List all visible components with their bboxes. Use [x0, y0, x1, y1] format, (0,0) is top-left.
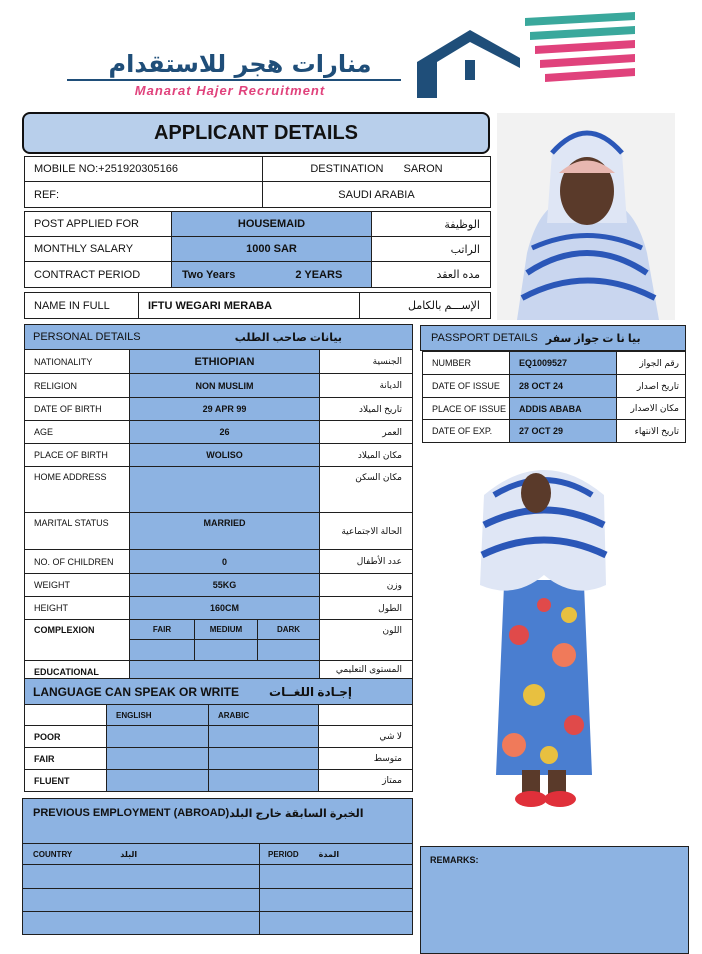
religion-value: NON MUSLIM: [129, 373, 320, 398]
educational-value: [129, 660, 320, 679]
lang-fluent-label: FLUENT: [24, 769, 107, 792]
complexion-medium: MEDIUM: [194, 619, 258, 640]
age-ar: العمر: [319, 420, 413, 444]
employment-row-2-country[interactable]: [22, 888, 260, 912]
company-logo: [0, 0, 702, 108]
employment-row-1-period[interactable]: [259, 864, 413, 889]
educational-label: EDUCATIONAL: [24, 660, 130, 679]
employment-country-header: [22, 843, 260, 865]
lang-fluent-english[interactable]: [106, 769, 209, 792]
salary-label: MONTHLY SALARY: [24, 236, 172, 262]
passport-number-ar: رقم الجواز: [616, 351, 686, 375]
employment-period-header: [259, 843, 413, 865]
language-heading-label: LANGUAGE CAN SPEAK OR WRITE: [33, 684, 240, 699]
passport-heading: [420, 325, 686, 351]
employment-row-1-country[interactable]: [22, 864, 260, 889]
personal-heading-label: PERSONAL DETAILS: [33, 331, 141, 343]
employment-heading-ar: الخبرة السابقة خارج البلد: [229, 808, 364, 820]
country-field: SAUDI ARABIA: [262, 181, 491, 208]
educational-ar: المستوى التعليمي: [319, 660, 413, 679]
children-ar: عدد الأطفال: [319, 549, 413, 574]
language-col-ar-blank: [318, 704, 413, 726]
lang-fair-english[interactable]: [106, 747, 209, 770]
passport-issue-date-value: 28 OCT 24: [509, 374, 617, 398]
destination-value: SARON: [403, 163, 443, 175]
mobile-field: MOBILE NO:+251920305166: [24, 156, 263, 182]
age-value: 26: [129, 420, 320, 444]
passport-expiry-label: DATE OF EXP.: [422, 419, 510, 443]
logo-underline: [67, 79, 401, 81]
employment-country-ar: البلد: [120, 849, 138, 859]
period-value-years: 2 YEARS: [295, 268, 343, 281]
lang-poor-ar: لا شي: [318, 725, 413, 748]
employment-period-ar: المدة: [318, 849, 340, 859]
lang-poor-arabic[interactable]: [208, 725, 319, 748]
logo-house-icon: [415, 10, 640, 102]
period-value: [171, 261, 372, 288]
complexion-ar: اللون: [319, 619, 413, 661]
employment-heading-label: PREVIOUS EMPLOYMENT (ABROAD): [33, 807, 230, 819]
religion-label: RELIGION: [24, 373, 130, 398]
personal-heading-ar: بيانات صاحب الطلب: [234, 331, 342, 344]
post-label: POST APPLIED FOR: [24, 211, 172, 237]
name-value: IFTU WEGARI MERABA: [138, 292, 360, 319]
passport-issue-place-value: ADDIS ABABA: [509, 397, 617, 420]
pob-value: WOLISO: [129, 443, 320, 467]
passport-issue-date-label: DATE OF ISSUE: [422, 374, 510, 398]
weight-value: 55KG: [129, 573, 320, 597]
passport-heading-ar: بيا نا ت جواز سفر: [545, 332, 641, 345]
complexion-dark-box[interactable]: [257, 639, 320, 661]
height-ar: الطول: [319, 596, 413, 620]
dob-label: DATE OF BIRTH: [24, 397, 130, 421]
weight-ar: وزن: [319, 573, 413, 597]
name-label: NAME IN FULL: [24, 292, 139, 319]
weight-label: WEIGHT: [24, 573, 130, 597]
employment-row-3-period[interactable]: [259, 911, 413, 935]
complexion-label: COMPLEXION: [24, 619, 130, 661]
lang-fair-ar: متوسط: [318, 747, 413, 770]
complexion-fair: FAIR: [129, 619, 195, 640]
name-ar: الإســـم بالكامل: [359, 292, 491, 319]
lang-fair-arabic[interactable]: [208, 747, 319, 770]
lang-fluent-arabic[interactable]: [208, 769, 319, 792]
remarks-box[interactable]: [420, 846, 689, 954]
period-ar: مده العقد: [371, 261, 491, 288]
religion-ar: الديانة: [319, 373, 413, 398]
applicant-full-body-photo: [474, 455, 612, 810]
complexion-dark: DARK: [257, 619, 320, 640]
lang-fair-label: FAIR: [24, 747, 107, 770]
language-col-blank: [24, 704, 107, 726]
passport-heading-label: PASSPORT DETAILS: [431, 332, 538, 344]
period-label: CONTRACT PERIOD: [24, 261, 172, 288]
complexion-fair-box[interactable]: [129, 639, 195, 661]
lang-fluent-ar: ممتاز: [318, 769, 413, 792]
language-heading-ar: إجـادة اللغــات: [269, 684, 353, 699]
address-value: [129, 466, 320, 513]
salary-value: 1000 SAR: [171, 236, 372, 262]
destination-label: DESTINATION: [310, 163, 384, 175]
language-col-english: ENGLISH: [106, 704, 209, 726]
employment-country-label: COUNTRY: [33, 849, 73, 859]
employment-period-label: PERIOD: [268, 849, 299, 859]
lang-poor-english[interactable]: [106, 725, 209, 748]
age-label: AGE: [24, 420, 130, 444]
lang-poor-label: POOR: [24, 725, 107, 748]
page-title: APPLICANT DETAILS: [22, 112, 490, 154]
salary-ar: الراتب: [371, 236, 491, 262]
passport-issue-date-ar: تاريخ اصدار: [616, 374, 686, 398]
marital-value: MARRIED: [129, 512, 320, 550]
nationality-label: NATIONALITY: [24, 349, 130, 374]
height-value: 160CM: [129, 596, 320, 620]
passport-issue-place-label: PLACE OF ISSUE: [422, 397, 510, 420]
height-label: HEIGHT: [24, 596, 130, 620]
logo-arabic-text: منارات هجر للاستقدام: [108, 50, 372, 78]
personal-heading: [24, 324, 413, 350]
post-value: HOUSEMAID: [171, 211, 372, 237]
applicant-portrait-photo: [497, 113, 675, 320]
passport-expiry-value: 27 OCT 29: [509, 419, 617, 443]
employment-row-3-country[interactable]: [22, 911, 260, 935]
passport-number-label: NUMBER: [422, 351, 510, 375]
complexion-medium-box[interactable]: [194, 639, 258, 661]
nationality-value: ETHIOPIAN: [129, 349, 320, 374]
destination-field: [262, 156, 491, 182]
passport-issue-place-ar: مكان الاصدار: [616, 397, 686, 420]
children-value: 0: [129, 549, 320, 574]
remarks-label: REMARKS:: [430, 855, 479, 865]
children-label: NO. OF CHILDREN: [24, 549, 130, 574]
passport-number-value: EQ1009527: [509, 351, 617, 375]
pob-label: PLACE OF BIRTH: [24, 443, 130, 467]
employment-heading: [22, 798, 413, 844]
logo-english-text: Manarat Hajer Recruitment: [134, 83, 326, 98]
address-ar: مكان السكن: [319, 466, 413, 513]
pob-ar: مكان الميلاد: [319, 443, 413, 467]
language-heading: [24, 678, 413, 705]
dob-ar: تاريخ الميلاد: [319, 397, 413, 421]
language-col-arabic: ARABIC: [208, 704, 319, 726]
address-label: HOME ADDRESS: [24, 466, 130, 513]
marital-label: MARITAL STATUS: [24, 512, 130, 550]
passport-expiry-ar: تاريخ الانتهاء: [616, 419, 686, 443]
period-value-text: Two Years: [182, 268, 236, 281]
post-ar: الوظيفة: [371, 211, 491, 237]
dob-value: 29 APR 99: [129, 397, 320, 421]
marital-ar: الحالة الاجتماعية: [319, 512, 413, 550]
employment-row-2-period[interactable]: [259, 888, 413, 912]
nationality-ar: الجنسية: [319, 349, 413, 374]
ref-field: REF:: [24, 181, 263, 208]
